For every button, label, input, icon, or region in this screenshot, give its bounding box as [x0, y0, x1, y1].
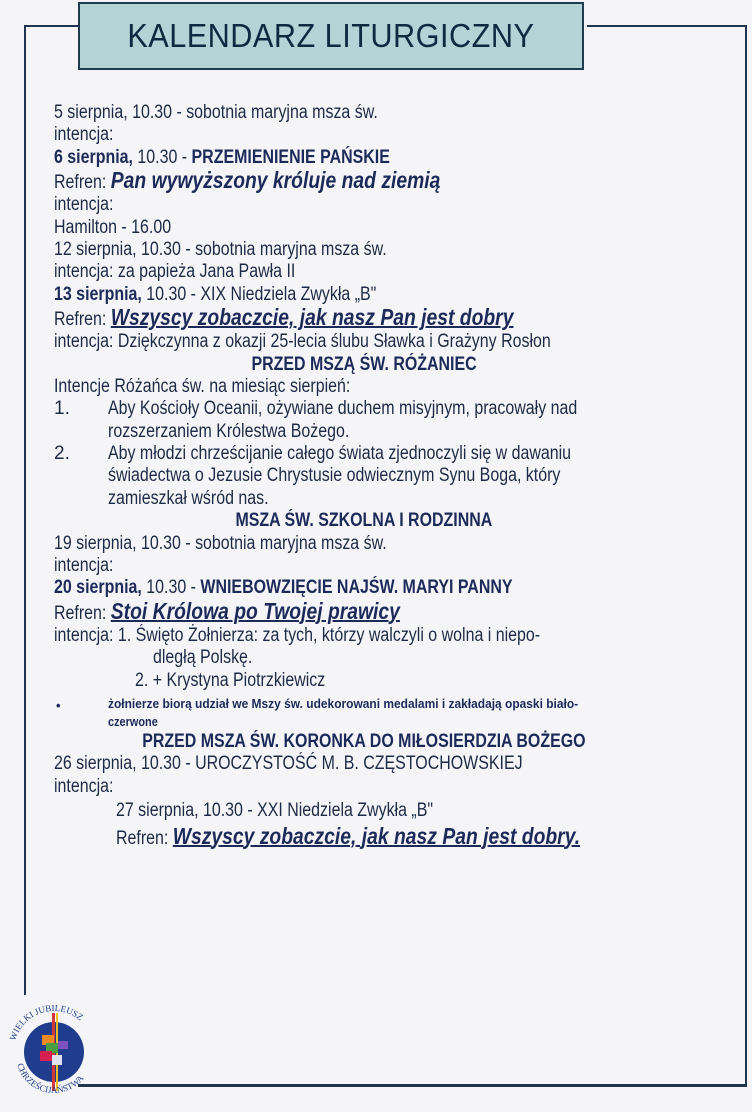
- logo-bottom-text: CHRZEŚCIJAŃSTWA: [15, 1061, 86, 1096]
- rosary-item-text: zamieszkał wśród nas.: [108, 487, 269, 509]
- note-text: czerwone: [108, 713, 158, 729]
- intention-line: intencja: Dziękczynna z okazji 25-lecia ślubu Sławka i Grażyny Rosłon: [54, 331, 551, 353]
- refrain-label: Refren:: [54, 309, 111, 331]
- rosary-item-text: Aby Kościoły Oceanii, ożywiane duchem misyjnym, pracowały nad: [108, 398, 578, 420]
- rosary-item-number: 1.: [54, 398, 70, 420]
- entry-line: 12 sierpnia, 10.30 - sobotnia maryjna msza św.: [54, 238, 387, 260]
- intention-label: intencja:: [54, 124, 114, 146]
- entry-time: 10.30 -: [132, 146, 192, 168]
- frame-top-border-left: [24, 25, 80, 27]
- intention-line: intencja: za papieża Jana Pawła II: [54, 261, 296, 283]
- entry-line: 5 sierpnia, 10.30 - sobotnia maryjna msza św.: [54, 102, 378, 123]
- rosary-item-text: rozszerzaniem Królestwa Bożego.: [108, 420, 350, 442]
- intention-label: intencja:: [54, 194, 114, 216]
- feast-title: PRZEMIENIENIE PAŃSKIE: [191, 146, 390, 168]
- rosary-item-text: świadectwa o Jezusie Chrystusie odwiecznym Synu Boga, który: [108, 465, 561, 487]
- entry-line: 19 sierpnia, 10.30 - sobotnia maryjna msza św.: [54, 532, 387, 554]
- entry-date: 20 sierpnia,: [54, 577, 142, 599]
- rosary-item: [54, 443, 744, 510]
- refrain-label: Refren:: [54, 172, 111, 194]
- entry-time: 10.30 -: [141, 577, 201, 599]
- bullet-icon: •: [56, 697, 61, 713]
- frame-right-border: [745, 25, 747, 1087]
- refrain-label: Refren:: [116, 827, 173, 849]
- intention-line: 2. + Krystyna Piotrzkiewicz: [135, 669, 326, 691]
- intention-label: intencja:: [54, 775, 114, 797]
- rosary-item: [54, 398, 744, 443]
- section-heading: PRZED MSZA ŚW. KORONKA DO MIŁOSIERDZIA BOŻEGO: [142, 730, 586, 752]
- jubilee-logo: [2, 995, 107, 1105]
- entry-date: 13 sierpnia,: [54, 283, 142, 305]
- rosary-intro: Intencje Różańca św. na miesiąc sierpień:: [54, 375, 351, 397]
- section-heading: PRZED MSZĄ ŚW. RÓŻANIEC: [251, 353, 477, 375]
- rosary-list: [54, 398, 744, 510]
- note: [54, 695, 744, 731]
- frame-top-border-right: [587, 25, 747, 27]
- intention-label: intencja:: [54, 555, 114, 577]
- refrain-text: Stoi Królowa po Twojej prawicy: [110, 597, 400, 624]
- jubilee-logo-graphic: [2, 995, 107, 1105]
- refrain-text: Wszyscy zobaczcie, jak nasz Pan jest dobry: [110, 304, 514, 331]
- section-heading: MSZA ŚW. SZKOLNA I RODZINNA: [235, 510, 493, 532]
- page-title: KALENDARZ LITURGICZNY: [127, 17, 535, 54]
- feast-title: WNIEBOWZIĘCIE NAJŚW. MARYI PANNY: [200, 577, 513, 599]
- page-title-box: [78, 2, 584, 70]
- refrain-text: Pan wywyższony króluje nad ziemią: [110, 167, 441, 194]
- refrain-label: Refren:: [54, 602, 111, 624]
- entry-line: 27 sierpnia, 10.30 - XXI Niedziela Zwykła „B": [116, 800, 434, 822]
- note-text: żołnierze biorą udział we Mszy św. udekorowani medalami i zakładają opaski biało-: [108, 695, 579, 711]
- rosary-item-number: 2.: [54, 443, 70, 465]
- entry-line: 26 sierpnia, 10.30 - UROCZYSTOŚĆ M. B. CZĘSTOCHOWSKIEJ: [54, 753, 523, 775]
- refrain-text: Wszyscy zobaczcie, jak nasz Pan jest dobry.: [172, 822, 581, 849]
- intention-line: dległą Polskę.: [153, 647, 253, 669]
- entry-rest: 10.30 - XIX Niedziela Zwykła „B": [141, 283, 377, 305]
- rosary-item-text: Aby młodzi chrześcijanie całego świata zjednoczyli się w dawaniu: [108, 443, 572, 465]
- logo-top-text: WIELKI JUBILEUSZ: [7, 1002, 86, 1042]
- entry-line: Hamilton - 16.00: [54, 216, 172, 238]
- intention-line: intencja: 1. Święto Żołnierza: za tych, którzy walczyli o wolna i niepo-: [54, 624, 541, 646]
- calendar-content: [54, 102, 744, 851]
- frame-bottom-border: [78, 1084, 747, 1087]
- frame-left-border: [24, 25, 26, 995]
- entry-date: 6 sierpnia,: [54, 146, 133, 168]
